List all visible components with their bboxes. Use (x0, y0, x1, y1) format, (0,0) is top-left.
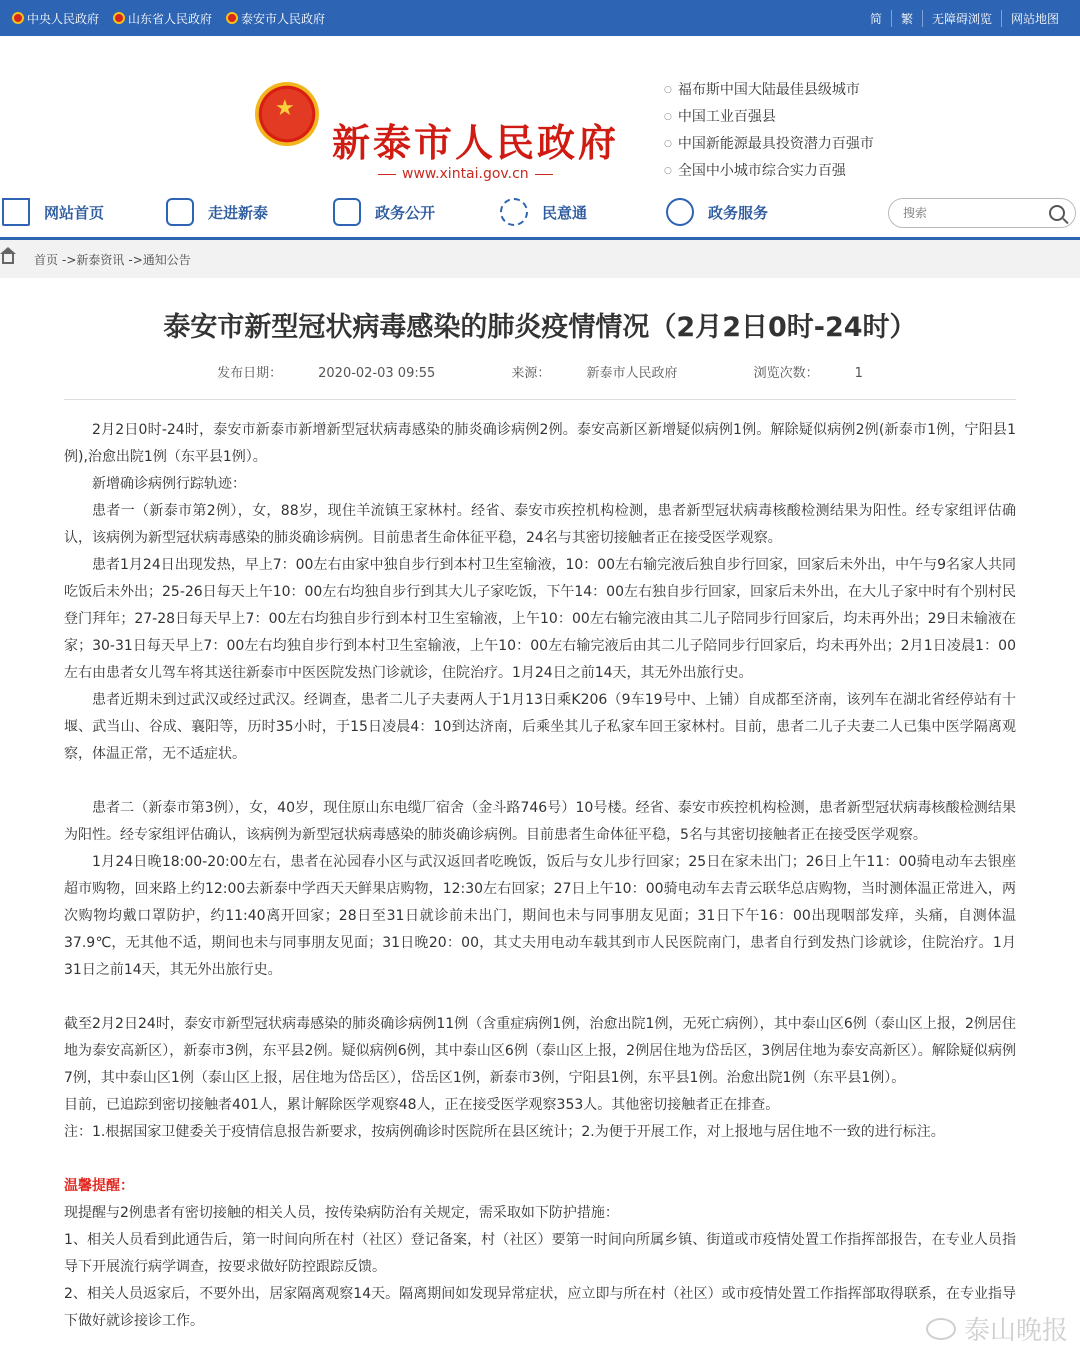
map-icon (166, 198, 194, 226)
article-body (64, 417, 1016, 1335)
honor-item[interactable]: ○ 全国中小城市综合实力百强 (664, 158, 924, 185)
sitemap-link[interactable]: 网站地图 (1001, 10, 1068, 27)
accessibility-link[interactable]: 无障碍浏览 (922, 10, 1001, 27)
publish-date: 发布日期： 2020-02-03 09:55 (217, 366, 436, 381)
home-icon (2, 198, 30, 226)
paragraph: 患者二（新泰市第3例），女，40岁，现住原山东电缆厂宿舍（金斗路746号）10号楼。经省、泰安市疾控机构检测，患者新型冠状病毒核酸检测结果为阳性。经专家组评估确认，该病例为新型冠状病毒感染的肺炎确诊病例。目前患者生命体征平稳，5名与其密切接触者正在接受医学观察。 (64, 800, 1016, 843)
honor-item[interactable]: ○ 中国新能源最具投资潜力百强市 (664, 131, 924, 158)
home-icon (2, 254, 14, 264)
top-bar (0, 0, 1080, 36)
nav-gov-affairs[interactable]: 政务公开 (333, 198, 435, 226)
article (0, 305, 1080, 1335)
paragraph: 2、相关人员返家后，不要外出，居家隔离观察14天。隔离期间如发现异常症状，应立即与所在村（社区）或市疫情处置工作指挥部取得联系，在专业指导下做好就诊接诊工作。 (64, 1286, 1016, 1329)
emblem-icon (113, 12, 125, 24)
site-header (0, 36, 1080, 186)
article-source: 来源： 新泰市人民政府 (511, 366, 678, 381)
paragraph: 2月2日0时-24时，泰安市新泰市新增新型冠状病毒感染的肺炎确诊病例2例。泰安高新区新增疑似病例1例。解除疑似病例2例(新泰市1例，宁阳县1例),治愈出院1例（东平县1例）。 (64, 422, 1016, 465)
paragraph: 患者一（新泰市第2例），女，88岁，现住羊流镇王家林村。经省、泰安市疾控机构检测，患者新型冠状病毒核酸检测结果为阳性。经专家组评估确认，该病例为新型冠状病毒感染的肺炎确诊病例。目前患者生命体征平稳，24名与其密切接触者正在接受医学观察。 (64, 503, 1016, 546)
link-taian-gov[interactable]: 泰安市人民政府 (226, 10, 325, 27)
article-meta (64, 362, 1016, 381)
honor-item[interactable]: ○ 福布斯中国大陆最佳县级城市 (664, 82, 924, 104)
nav-home[interactable]: 网站首页 (2, 198, 104, 226)
document-icon (333, 198, 361, 226)
breadcrumb-news[interactable]: ->新泰资讯 (62, 252, 125, 267)
site-url: www.xintai.gov.cn (372, 166, 559, 182)
chat-icon (666, 198, 694, 226)
paragraph: 患者1月24日出现发热，早上7：00左右由家中独自步行到本村卫生室输液，10：00左右输完液后独自步行回家，回家后未外出，中午与9名家人共同吃饭后未外出；25-26日每天上午10：00左右均独自步行到其大儿子家吃饭，下午14：00左右独自步行回家，回家后未外出，在大儿子家中时有个别村民登门拜年；27-28日每天早上7：00左右均独自步行到本村卫生室输液，上午10：00左右输完液由其二儿子陪同步行回家后，均未再外出；29日未输液在家；30-31日每天早上7：00左右均独自步行到本村卫生室输液，上午10：00左右输完液后由其二儿子陪同步行回家后，均未再外出；2月1日凌晨1：00左右由患者女儿驾车将其送往新泰市中医医院发热门诊就诊，住院治疗。1月24日之前14天，其无外出旅行史。 (64, 557, 1016, 681)
search-input[interactable] (903, 206, 1033, 220)
paragraph: 现提醒与2例患者有密切接触的相关人员，按传染病防治有关规定，需采取如下防护措施： (64, 1205, 619, 1221)
paragraph: 新增确诊病例行踪轨迹： (92, 476, 246, 492)
emblem-icon (226, 12, 238, 24)
national-emblem-icon[interactable]: ★ (255, 82, 319, 146)
traditional-link[interactable]: 繁 (891, 10, 922, 27)
nav-public-opinion[interactable]: 民意通 (500, 198, 587, 226)
paragraph: 1、相关人员看到此通告后，第一时间向所在村（社区）登记备案，村（社区）要第一时间向所属乡镇、街道或市疫情处置工作指挥部报告，在专业人员指导下开展流行病学调查，按要求做好防控跟踪反馈。 (64, 1232, 1016, 1275)
view-count: 浏览次数： 1 (753, 366, 863, 381)
article-title: 泰安市新型冠状病毒感染的肺炎疫情情况（2月2日0时-24时） (163, 312, 917, 343)
breadcrumb-notices[interactable]: ->通知公告 (128, 252, 191, 267)
nav-about[interactable]: 走进新泰 (166, 198, 268, 226)
simplified-link[interactable]: 简 (869, 11, 882, 26)
search-box[interactable] (888, 198, 1076, 228)
emblem-icon (12, 12, 24, 24)
divider (64, 399, 1016, 400)
paragraph: 目前，已追踪到密切接触者401人，累计解除医学观察48人，正在接受医学观察353人。其他密切接触者正在排查。 (64, 1097, 780, 1113)
search-icon[interactable] (1049, 205, 1065, 221)
paragraph: 截至2月2日24时，泰安市新型冠状病毒感染的肺炎确诊病例11例（含重症病例1例，治愈出院1例，无死亡病例），其中泰山区6例（泰山区上报，2例居住地为泰安高新区），新泰市3例，东平县2例。疑似病例6例，其中泰山区6例（泰山区上报，2例居住地为岱岳区，3例居住地为泰安高新区）。解除疑似病例7例，其中泰山区1例（泰山区上报，居住地为岱岳区），岱岳区1例，新泰市3例，宁阳县1例，东平县1例。治愈出院1例（东平县1例）。 (64, 1016, 1016, 1086)
site-title[interactable]: 新泰市人民政府 (332, 120, 620, 165)
people-icon (500, 198, 528, 226)
main-nav (0, 186, 1080, 240)
paragraph: 患者近期未到过武汉或经过武汉。经调查，患者二儿子夫妻两人于1月13日乘K206（9车19号中、上铺）自成都至济南，该列车在湖北省经停站有十堰、武当山、谷成、襄阳等，历时35小时，于15日凌晨4：10到达济南，后乘坐其儿子私家车回王家林村。目前，患者二儿子夫妻二人已集中医学隔离观察，体温正常，无不适症状。 (64, 692, 1016, 762)
paragraph: 1月24日晚18:00-20:00左右，患者在沁园春小区与武汉返回者吃晚饭，饭后与女儿步行回家；25日在家未出门；26日上午11：00骑电动车去银座超市购物，回来路上约12:00去新泰中学西天天鲜果店购物，12:30左右回家；27日上午10：00骑电动车去青云联华总店购物，当时测体温正常进入，两次购物均戴口罩防护，约11:40离开回家；28日至31日就诊前未出门，期间也未与同事朋友见面；31日下午16：00出现咽部发痒，头痛，自测体温37.9℃，无其他不适，期间也未与同事朋友见面；31日晚20：00，其丈夫用电动车载其到市人民医院南门，患者自行到发热门诊就诊，住院治疗。1月31日之前14天，其无外出旅行史。 (64, 854, 1016, 978)
watermark: 泰山晚报 (926, 1310, 1068, 1347)
breadcrumb-home[interactable]: 首页 (34, 252, 59, 267)
link-central-gov[interactable]: 中央人民政府 (12, 10, 99, 27)
warning-heading: 温馨提醒： (64, 1178, 134, 1194)
honors-ticker (664, 82, 924, 202)
paragraph: 注：1.根据国家卫健委关于疫情信息报告新要求，按病例确诊时医院所在县区统计；2.为便于开展工作，对上报地与居住地不一致的进行标注。 (64, 1124, 945, 1140)
weibo-icon (926, 1318, 956, 1340)
link-shandong-gov[interactable]: 山东省人民政府 (113, 10, 212, 27)
honor-item[interactable]: ○ 中国工业百强县 (664, 104, 924, 131)
breadcrumb (0, 240, 1080, 278)
nav-gov-services[interactable]: 政务服务 (666, 198, 768, 226)
